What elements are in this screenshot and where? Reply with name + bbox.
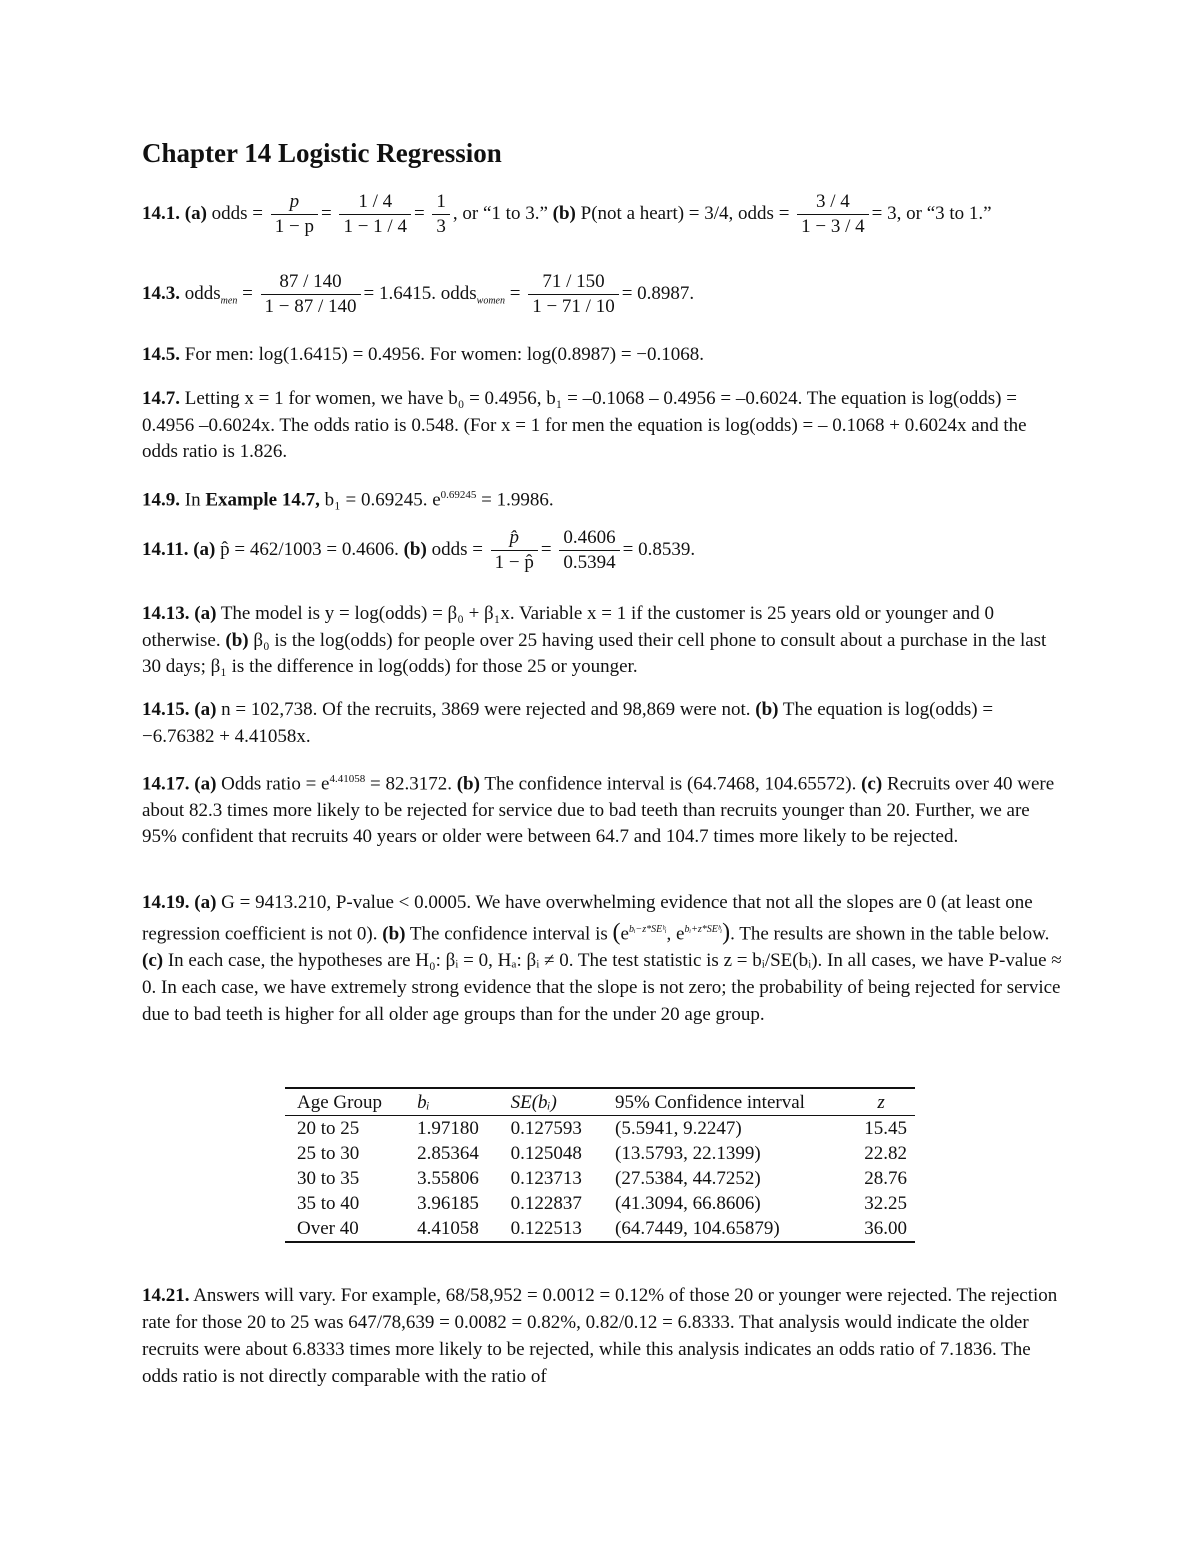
fraction: $\frac{p}{1 - p}$	[271, 190, 318, 239]
table-row: 25 to 30 2.85364 0.125048 (13.5793, 22.1399) 22.82	[297, 1143, 907, 1164]
answer-14-1: 14.1. (a) odds = $\frac{p}{1 - p}$ = $\frac{1 / 4}{1 - 1 / 4}$ = $\frac{1}{3}$ , or “1 to 3.” (b) P(not a heart) = 3/4, odds = $\frac{3 / 4}{1 - 3 / 4}$ = 3, or “3 to 1.”	[142, 191, 992, 237]
odds-label: odds =	[211, 202, 264, 224]
answer-14-19: 14.19. (a) G = 9413.210, P-value < 0.0005. We have overwhelming evidence that not all the slopes are 0 (at least one regression coefficient is not 0). (b) The confidence interval is ($e^{bᵢ-z*SEᵇᵢ}$, $e^{bᵢ+z*SEᵇᵢ}$). The results are shown in the table below. (c) In each case, the hypotheses are H₀: βᵢ = 0, Hₐ: βᵢ ≠ 0. The test statistic is z = bᵢ/SE(bᵢ). In all cases, we have P-value ≈ 0. In each case, we have extremely strong evidence that the slope is not zero; the probability of being rejected for service due to bad teeth is higher for all older age groups than for the under 20 age group.	[142, 892, 1062, 1026]
answer-14-13: 14.13. (a) The model is y = log(odds) = β₀ + β₁x. Variable x = 1 if the customer is 25 years old or younger and 0 otherwise. (b) β₀ is the log(odds) for people over 25 having used their cell phone to consult about a purchase in the last 30 days; β₁ is the difference in log(odds) for those 25 or younger.	[142, 603, 1047, 677]
fraction: $\frac{1}{3}$	[432, 190, 450, 239]
page-title: Chapter 14 Logistic Regression	[142, 138, 502, 168]
answer-14-9: 14.9. In Example 14.7, b₁ = 0.69245. $e^{0.69245} = 1.9986$.	[142, 489, 554, 511]
answer-14-5: 14.5. For men: log(1.6415) = 0.4956. For women: log(0.8987) = −0.1068.	[142, 344, 705, 365]
answer-14-7: 14.7. Letting x = 1 for women, we have b₀ = 0.4956, b₁ = –0.1068 – 0.4956 = –0.6024. The equation is log(odds) = 0.4956 –0.6024x. The odds ratio is 0.548. (For x = 1 for men the equation is log(odds) = – 0.1068 + 0.6024x and the odds ratio is 1.826.	[142, 388, 1027, 462]
fraction: $\frac{3 / 4}{1 - 3 / 4}$	[797, 190, 869, 239]
answer-14-15: 14.15. (a) n = 102,738. Of the recruits, 3869 were rejected and 98,869 were not. (b) The equation is log(odds) = −6.76382 + 4.41058x.	[142, 699, 994, 747]
problem-number: 14.1.	[142, 202, 180, 224]
table-row: 35 to 40 3.96185 0.122837 (41.3094, 66.8606) 32.25	[297, 1193, 907, 1214]
answer-14-11: 14.11. (a) p̂ = 462/1003 = 0.4606. (b) odds = $\frac{p̂}{1 - p̂}$ = $\frac{0.4606}{0.5394}$ = 0.8539.	[142, 527, 696, 573]
fraction: $\frac{0.4606}{0.5394}$	[559, 526, 619, 575]
fraction: $\frac{87 / 140}{1 - 87 / 140}$	[261, 270, 361, 319]
confidence-interval-table	[285, 1087, 915, 1243]
answer-14-21: 14.21. Answers will vary. For example, 68/58,952 = 0.0012 = 0.12% of those 20 or younger were rejected. The rejection rate for those 20 to 25 was 647/78,639 = 0.0082 = 0.82%, 0.82/0.12 = 6.8333. That analysis would indicate the older recruits were about 6.8333 times more likely to be rejected, while this analysis indicates an odds ratio of 7.1836. The odds ratio is not directly comparable with the ratio of	[142, 1285, 1058, 1387]
fraction: $\frac{71 / 150}{1 - 71 / 10}$	[528, 270, 619, 319]
answer-14-3: 14.3. odds$_{men}$ = $\frac{87 / 140}{1 - 87 / 140}$ = 1.6415. odds$_{women}$ = $\frac{71 / 150}{1 - 71 / 10}$ = 0.8987.	[142, 271, 695, 317]
table-row: 20 to 25 1.97180 0.127593 (5.5941, 9.2247) 15.45	[297, 1118, 907, 1139]
answer-14-17: 14.17. (a) Odds ratio = $e^{4.41058} = 82.3172$. (b) The confidence interval is (64.7468, 104.65572). (c) Recruits over 40 were about 82.3 times more likely to be rejected for service due to bad teeth than recruits younger than 20. Further, we are 95% confident that recruits 40 years or older were between 64.7 and 104.7 times more likely to be rejected.	[142, 773, 1055, 848]
fraction: $\frac{p̂}{1 - p̂}$	[491, 526, 538, 575]
fraction: $\frac{1 / 4}{1 - 1 / 4}$	[339, 190, 411, 239]
ci-formula: (	[612, 919, 621, 946]
table-row: Over 40 4.41058 0.122513 (64.7449, 104.65879) 36.00	[297, 1218, 907, 1239]
part-label: (a)	[184, 202, 207, 224]
table-header-row: Age Group bᵢ SE(bᵢ) 95% Confidence interval z	[285, 1088, 915, 1116]
table-row: 30 to 35 3.55806 0.123713 (27.5384, 44.7252) 28.76	[297, 1168, 907, 1189]
